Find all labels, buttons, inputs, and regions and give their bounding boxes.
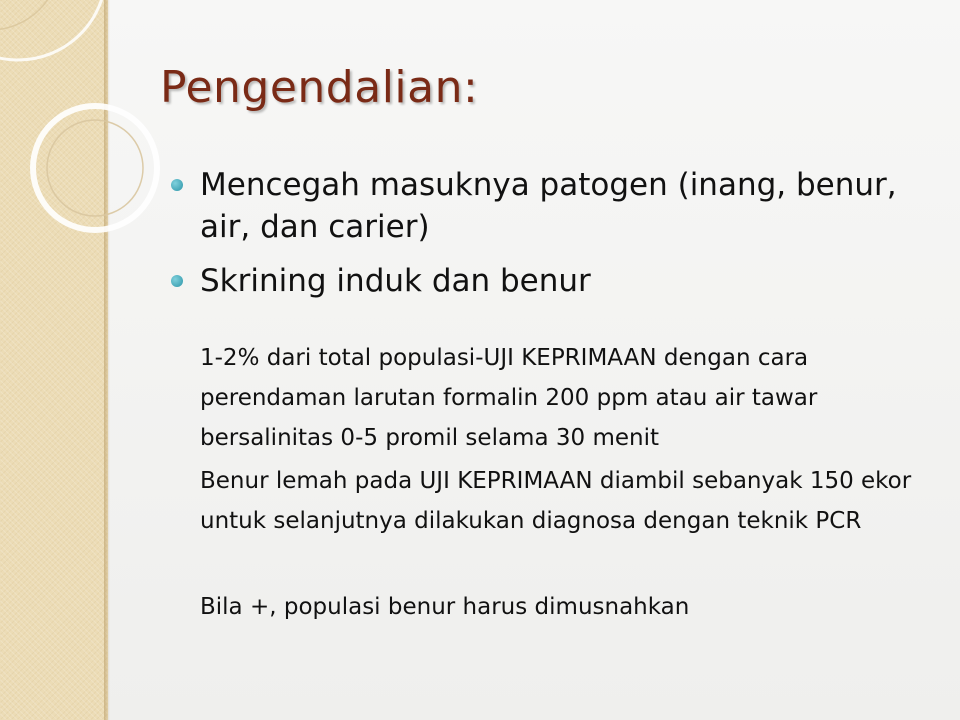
- sub-paragraph: Benur lemah pada UJI KEPRIMAAN diambil sebanyak 150 ekor untuk selanjutnya dilakukan diagnosa dengan teknik PCR: [200, 468, 912, 534]
- decor-circle-top-inner: [0, 0, 60, 30]
- sub-paragraph: 1-2% dari total populasi-UJI KEPRIMAAN dengan cara perendaman larutan formalin 200 ppm atau air tawar bersalinitas 0-5 promil selama 30 menit: [200, 345, 818, 451]
- bullet-text: Mencegah masuknya patogen (inang, benur, air, dan carier): [200, 167, 897, 245]
- decor-circle-middle: [33, 106, 157, 230]
- bullet-item: [168, 260, 908, 302]
- decor-circle-top: [0, 0, 106, 60]
- bullet-dot-icon: [171, 179, 183, 191]
- slide-title: Pengendalian:: [160, 62, 479, 113]
- bullet-list: [168, 164, 908, 314]
- decor-circle-middle-inner: [47, 120, 143, 216]
- bullet-item: [168, 164, 908, 248]
- sub-paragraph: Bila +, populasi benur harus dimusnahkan: [200, 594, 690, 620]
- bullet-dot-icon: [171, 275, 183, 287]
- bullet-text: Skrining induk dan benur: [200, 263, 591, 299]
